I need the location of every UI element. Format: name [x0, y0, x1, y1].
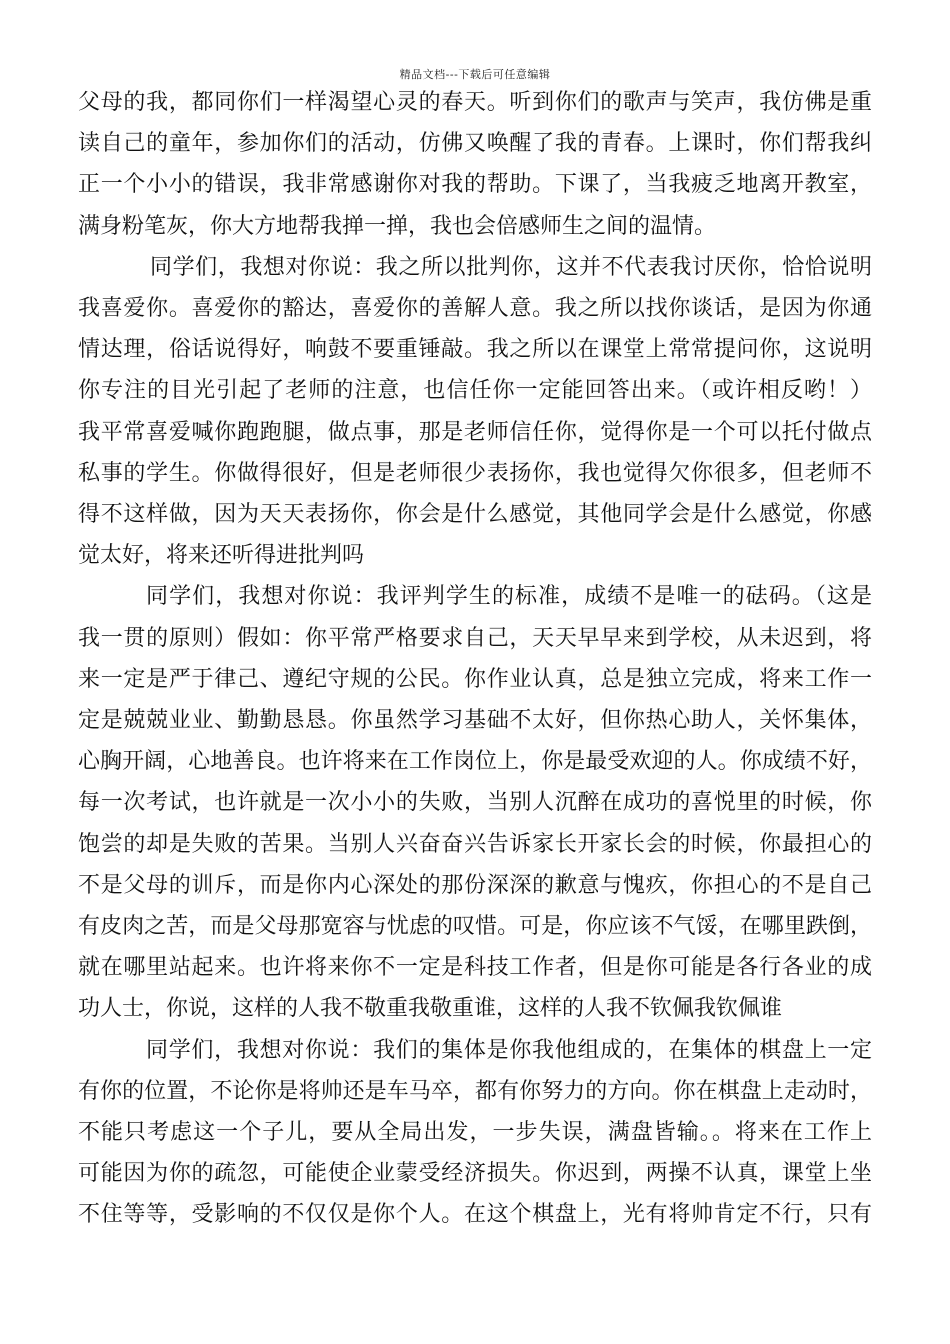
text-line: 来一定是严于律己、遵纪守规的公民。你作业认真，总是独立完成，将来工作一 — [78, 666, 873, 692]
text-line: 就在哪里站起来。也许将来你不一定是科技工作者，但是你可能是各行各业的成 — [78, 955, 873, 981]
text-line: 满身粉笔灰，你大方地帮我掸一掸，我也会倍感师生之间的温情。 — [78, 213, 717, 239]
text-line: 功人士，你说，这样的人我不敬重我敬重谁，这样的人我不钦佩我钦佩谁 — [78, 996, 783, 1022]
text-line: 私事的学生。你做得很好，但是老师很少表扬你，我也觉得欠你很多，但老师不 — [78, 460, 873, 486]
text-line: 心胸开阔，心地善良。也许将来在工作岗位上，你是最受欢迎的人。你成绩不好， — [78, 749, 873, 775]
text-line: 不是父母的训斥，而是你内心深处的那份深深的歉意与愧疚，你担心的不是自己 — [78, 872, 873, 898]
text-line: 父母的我，都同你们一样渴望心灵的春天。听到你们的歌声与笑声，我仿佛是重 — [78, 90, 873, 115]
text-line: 我平常喜爱喊你跑跑腿，做点事，那是老师信任你，觉得你是一个可以托付做点 — [78, 419, 873, 445]
page-header: 精品文档---下载后可任意编辑 — [399, 68, 551, 81]
text-line: 定是兢兢业业、勤勤恳恳。你虽然学习基础不太好，但你热心助人，关怀集体， — [78, 708, 873, 733]
text-line: 每一次考试，也许就是一次小小的失败，当别人沉醉在成功的喜悦里的时候，你 — [78, 790, 873, 816]
text-line: 我喜爱你。喜爱你的豁达，喜爱你的善解人意。我之所以找你谈话，是因为你通 — [78, 296, 873, 321]
text-line: 可能因为你的疏忽，可能使企业蒙受经济损失。你迟到，两操不认真，课堂上坐 — [78, 1161, 873, 1187]
text-line: 你专注的目光引起了老师的注意，也信任你一定能回答出来。（或许相反哟！） — [78, 378, 874, 404]
text-line: 饱尝的却是失败的苦果。当别人兴奋奋兴告诉家长开家长会的时候，你最担心的 — [78, 831, 873, 857]
text-line: 情达理，俗话说得好，响鼓不要重锤敲。我之所以在课堂上常常提问你，这说明 — [78, 337, 873, 363]
text-line: 同学们，我想对你说：我评判学生的标准，成绩不是唯一的砝码。（这是 — [146, 584, 874, 610]
text-line: 得不这样做，因为天天表扬你，你会是什么感觉，其他同学会是什么感觉，你感 — [78, 502, 873, 527]
text-line: 不住等等，受影响的不仅仅是你个人。在这个棋盘上，光有将帅肯定不行，只有 — [78, 1202, 873, 1228]
text-line: 我一贯的原则）假如：你平常严格要求自己，天天早早来到学校，从未迟到，将 — [78, 625, 873, 651]
text-line: 不能只考虑这一个子儿，要从全局出发，一步失误，满盘皆输。。将来在工作上 — [78, 1120, 874, 1145]
text-line: 有你的位置，不论你是将帅还是车马卒，都有你努力的方向。你在棋盘上走动时， — [78, 1078, 873, 1104]
text-line: 正一个小小的错误，我非常感谢你对我的帮助。下课了，当我疲乏地离开教室， — [78, 172, 873, 198]
text-line: 同学们，我想对你说：我们的集体是你我他组成的，在集体的棋盘上一定 — [146, 1037, 873, 1063]
text-line: 读自己的童年，参加你们的活动，仿佛又唤醒了我的青春。上课时，你们帮我纠 — [78, 131, 873, 157]
text-line: 觉太好，将来还听得进批判吗 — [78, 543, 365, 569]
text-line: 同学们，我想对你说：我之所以批判你，这并不代表我讨厌你，恰恰说明 — [150, 254, 873, 280]
text-line: 有皮肉之苦，而是父母那宽容与忧虑的叹惜。可是，你应该不气馁，在哪里跌倒， — [78, 914, 873, 939]
